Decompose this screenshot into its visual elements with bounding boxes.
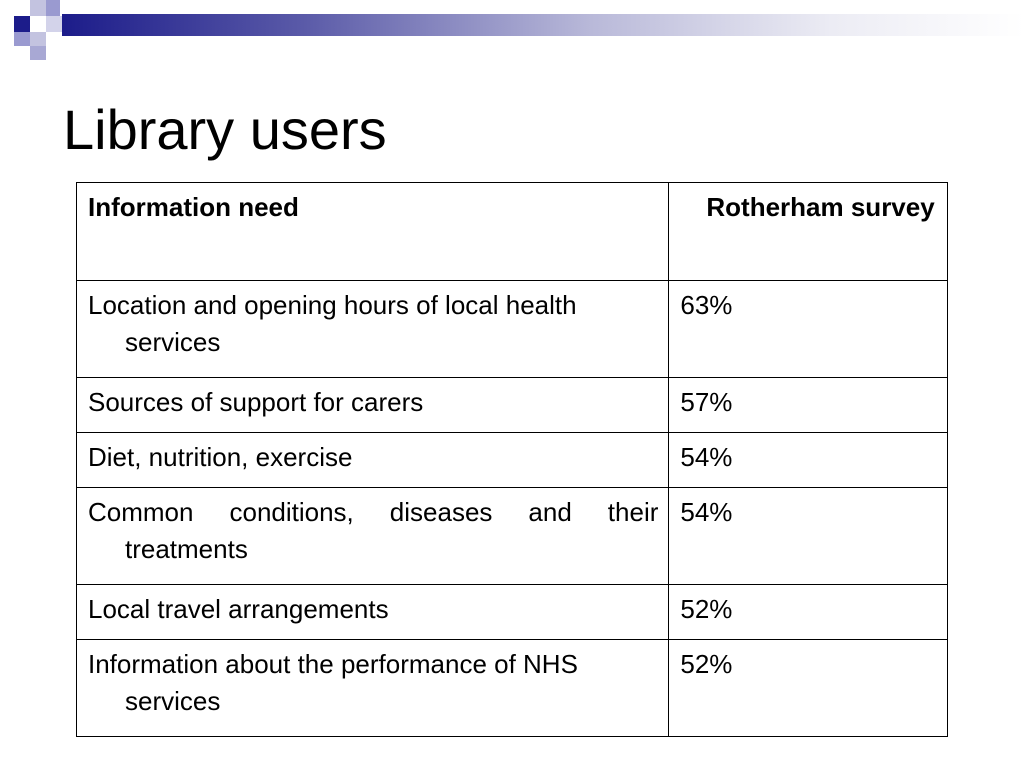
- decor-square-light: [30, 32, 46, 46]
- table-row: [77, 281, 948, 378]
- cell-information-need: Location and opening hours of local health services: [77, 281, 669, 378]
- table-header-row: [77, 183, 948, 281]
- decorative-gradient-bar: [62, 14, 1024, 36]
- decor-square-pale: [30, 46, 46, 60]
- decor-square-mid: [14, 32, 30, 46]
- cell-rotherham-value: 63%: [669, 281, 948, 378]
- cell-information-need: Common conditions, diseases and their treatments: [77, 488, 669, 585]
- table-row: [77, 488, 948, 585]
- table-row: [77, 640, 948, 737]
- cell-information-need: Local travel arrangements: [77, 585, 669, 640]
- cell-rotherham-value: 57%: [669, 378, 948, 433]
- header-information-need: Information need: [77, 183, 669, 281]
- cell-rotherham-value: 54%: [669, 488, 948, 585]
- header-rotherham-survey: Rotherham survey: [669, 183, 948, 281]
- table-row: [77, 378, 948, 433]
- cell-rotherham-value: 54%: [669, 433, 948, 488]
- cell-rotherham-value: 52%: [669, 640, 948, 737]
- decor-square-light: [46, 16, 62, 32]
- cell-information-need: Information about the performance of NHS services: [77, 640, 669, 737]
- cell-information-need: Sources of support for carers: [77, 378, 669, 433]
- cell-information-need: Diet, nutrition, exercise: [77, 433, 669, 488]
- cell-rotherham-value: 52%: [669, 585, 948, 640]
- table-row: [77, 585, 948, 640]
- decor-square-light: [30, 0, 46, 16]
- decorative-header-band: [0, 0, 1024, 48]
- table-row: [77, 433, 948, 488]
- slide-title: Library users: [63, 98, 387, 161]
- decor-square-mid: [46, 0, 60, 16]
- decor-square-dark: [14, 16, 30, 32]
- information-needs-table: [76, 182, 948, 737]
